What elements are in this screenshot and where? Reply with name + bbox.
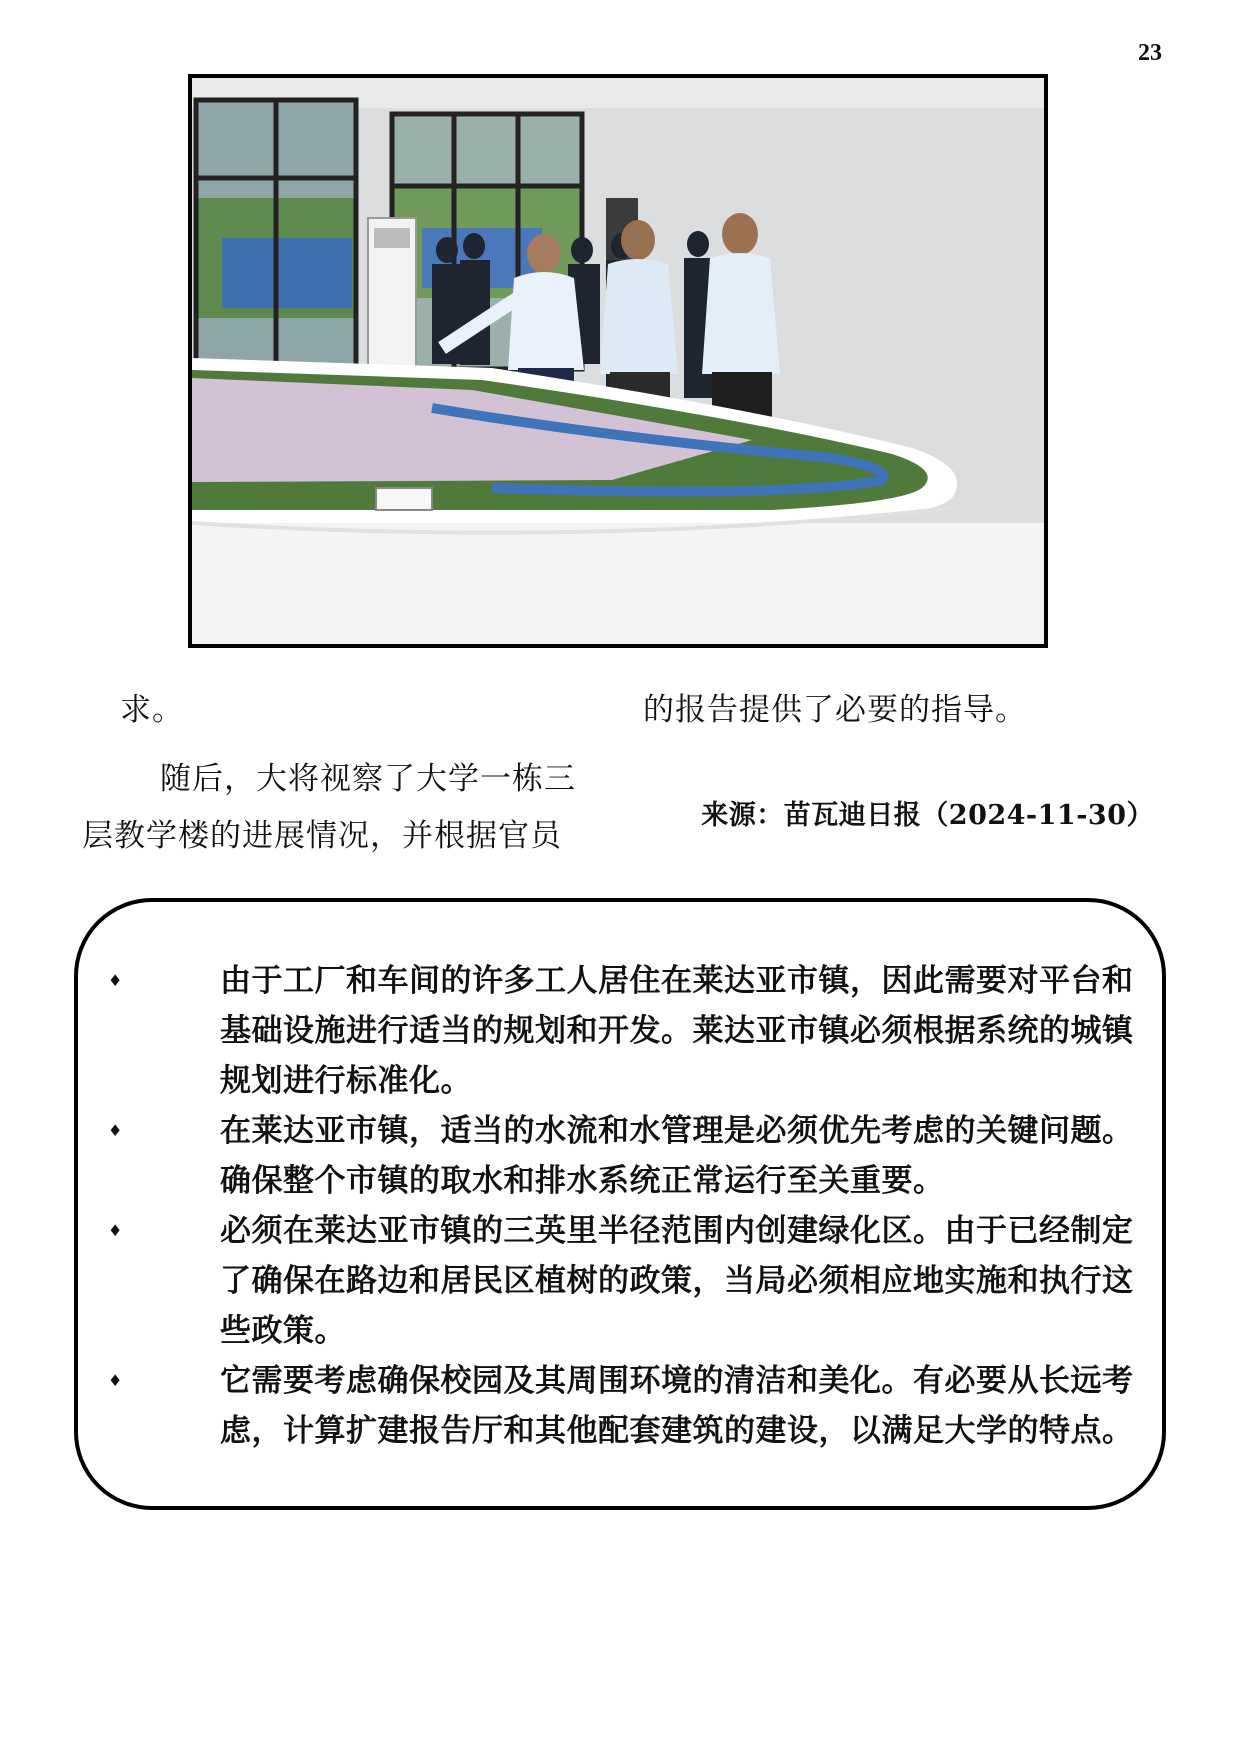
diamond-bullet-icon: ♦ <box>108 971 123 990</box>
list-item-text: 它需要考虑确保校园及其周围环境的清洁和美化。有必要从长远考虑，计算扩建报告厅和其他配套建筑的建设，以满足大学的特点。 <box>220 1363 1134 1449</box>
list-item <box>108 1356 1138 1456</box>
diamond-bullet-icon: ♦ <box>108 1371 123 1390</box>
news-photo <box>188 74 1048 648</box>
key-points-list <box>108 956 1138 1456</box>
photo-illustration <box>192 78 1044 644</box>
left-column <box>82 682 602 865</box>
key-points-box <box>74 898 1166 1510</box>
list-item <box>108 1206 1138 1356</box>
source-line: 来源：苗瓦迪日报（2024-11-30） <box>701 800 1154 831</box>
list-item-text: 必须在莱达亚市镇的三英里半径范围内创建绿化区。由于已经制定了确保在路边和居民区植树的政策，当局必须相应地实施和执行这些政策。 <box>220 1213 1134 1349</box>
left-paragraph: 随后，大将视察了大学一栋三层教学楼的进展情况，并根据官员 <box>82 761 576 854</box>
diamond-bullet-icon: ♦ <box>108 1121 123 1140</box>
list-item-text: 由于工厂和车间的许多工人居住在莱达亚市镇，因此需要对平台和基础设施进行适当的规划和开发。莱达亚市镇必须根据系统的城镇规划进行标准化。 <box>220 963 1134 1099</box>
right-fragment: 的报告提供了必要的指导。 <box>643 692 1027 728</box>
right-column <box>643 682 1163 739</box>
list-item-text: 在莱达亚市镇，适当的水流和水管理是必须优先考虑的关键问题。确保整个市镇的取水和排水系统正常运行至关重要。 <box>220 1113 1134 1199</box>
list-item <box>108 956 1138 1106</box>
page-number: 23 <box>1138 40 1162 66</box>
left-fragment: 求。 <box>120 692 184 728</box>
diamond-bullet-icon: ♦ <box>108 1221 123 1240</box>
list-item <box>108 1106 1138 1206</box>
